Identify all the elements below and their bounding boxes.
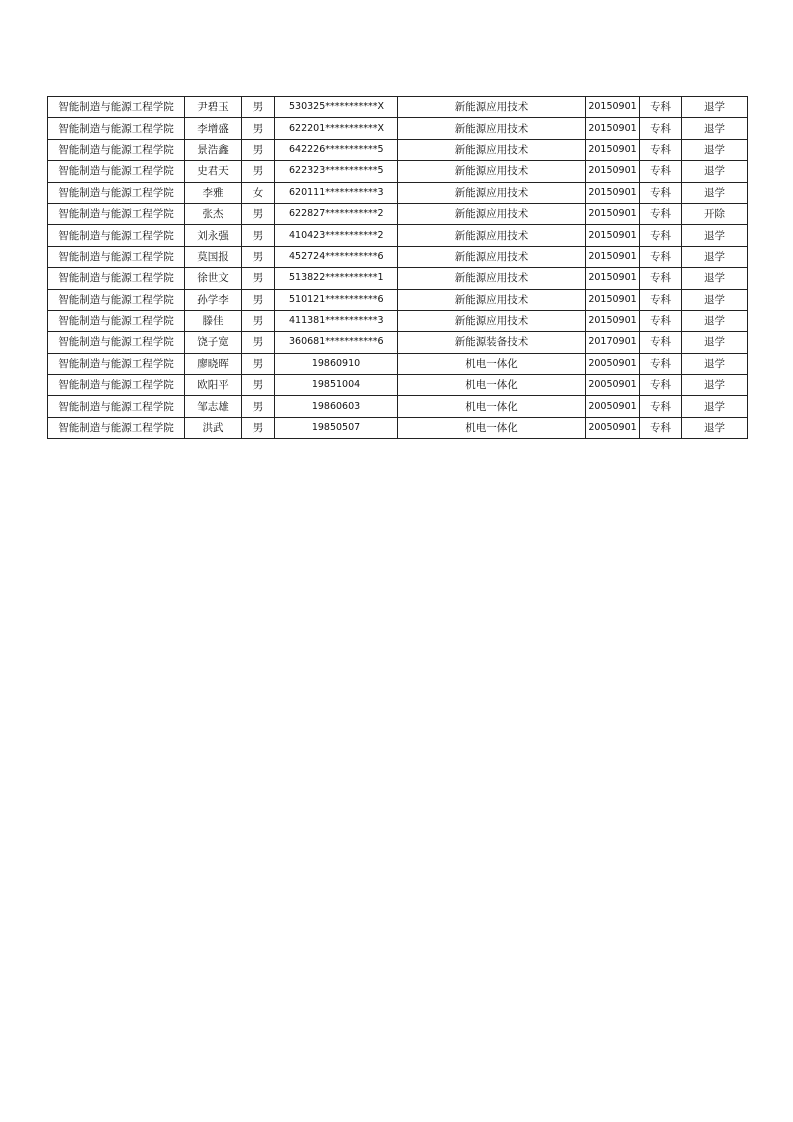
education-level-cell: 专科 [640, 182, 682, 203]
college-cell: 智能制造与能源工程学院 [48, 375, 185, 396]
college-cell: 智能制造与能源工程学院 [48, 332, 185, 353]
gender-cell: 男 [242, 353, 275, 374]
education-level-cell: 专科 [640, 118, 682, 139]
college-cell: 智能制造与能源工程学院 [48, 353, 185, 374]
id-number-cell: 620111***********3 [275, 182, 398, 203]
college-cell: 智能制造与能源工程学院 [48, 396, 185, 417]
id-number-cell: 642226***********5 [275, 139, 398, 160]
student-name-cell: 邹志雄 [185, 396, 242, 417]
status-cell: 退学 [682, 182, 748, 203]
gender-cell: 男 [242, 375, 275, 396]
enrollment-date-cell: 20150901 [586, 203, 640, 224]
education-level-cell: 专科 [640, 161, 682, 182]
enrollment-date-cell: 20150901 [586, 310, 640, 331]
education-level-cell: 专科 [640, 139, 682, 160]
major-cell: 新能源应用技术 [398, 139, 586, 160]
major-cell: 新能源装备技术 [398, 332, 586, 353]
table-row [48, 417, 748, 438]
enrollment-date-cell: 20150901 [586, 246, 640, 267]
id-number-cell: 622827***********2 [275, 203, 398, 224]
education-level-cell: 专科 [640, 332, 682, 353]
table-row [48, 332, 748, 353]
enrollment-date-cell: 20150901 [586, 225, 640, 246]
student-name-cell: 李雅 [185, 182, 242, 203]
gender-cell: 男 [242, 225, 275, 246]
education-level-cell: 专科 [640, 97, 682, 118]
enrollment-date-cell: 20150901 [586, 139, 640, 160]
status-cell: 退学 [682, 375, 748, 396]
education-level-cell: 专科 [640, 268, 682, 289]
education-level-cell: 专科 [640, 417, 682, 438]
table-row [48, 289, 748, 310]
major-cell: 新能源应用技术 [398, 289, 586, 310]
enrollment-date-cell: 20050901 [586, 375, 640, 396]
status-cell: 退学 [682, 310, 748, 331]
student-name-cell: 饶子宽 [185, 332, 242, 353]
enrollment-date-cell: 20050901 [586, 417, 640, 438]
education-level-cell: 专科 [640, 396, 682, 417]
enrollment-date-cell: 20050901 [586, 353, 640, 374]
student-name-cell: 孙学李 [185, 289, 242, 310]
enrollment-date-cell: 20150901 [586, 161, 640, 182]
status-cell: 退学 [682, 289, 748, 310]
major-cell: 机电一体化 [398, 375, 586, 396]
table-row [48, 375, 748, 396]
college-cell: 智能制造与能源工程学院 [48, 161, 185, 182]
gender-cell: 男 [242, 139, 275, 160]
id-number-cell: 530325***********X [275, 97, 398, 118]
table-row [48, 396, 748, 417]
major-cell: 新能源应用技术 [398, 246, 586, 267]
education-level-cell: 专科 [640, 375, 682, 396]
student-name-cell: 李增盛 [185, 118, 242, 139]
id-number-cell: 19860603 [275, 396, 398, 417]
table-row [48, 139, 748, 160]
college-cell: 智能制造与能源工程学院 [48, 203, 185, 224]
student-name-cell: 史君天 [185, 161, 242, 182]
major-cell: 新能源应用技术 [398, 203, 586, 224]
enrollment-date-cell: 20150901 [586, 289, 640, 310]
table-row [48, 161, 748, 182]
gender-cell: 男 [242, 310, 275, 331]
status-cell: 退学 [682, 353, 748, 374]
gender-cell: 男 [242, 268, 275, 289]
education-level-cell: 专科 [640, 203, 682, 224]
gender-cell: 男 [242, 396, 275, 417]
education-level-cell: 专科 [640, 225, 682, 246]
status-cell: 退学 [682, 332, 748, 353]
major-cell: 新能源应用技术 [398, 225, 586, 246]
gender-cell: 女 [242, 182, 275, 203]
student-name-cell: 张杰 [185, 203, 242, 224]
student-name-cell: 廖晓晖 [185, 353, 242, 374]
id-number-cell: 19851004 [275, 375, 398, 396]
enrollment-date-cell: 20150901 [586, 268, 640, 289]
status-cell: 退学 [682, 268, 748, 289]
gender-cell: 男 [242, 246, 275, 267]
student-name-cell: 徐世文 [185, 268, 242, 289]
gender-cell: 男 [242, 161, 275, 182]
gender-cell: 男 [242, 118, 275, 139]
student-name-cell: 尹碧玉 [185, 97, 242, 118]
status-cell: 退学 [682, 396, 748, 417]
table-row [48, 118, 748, 139]
enrollment-date-cell: 20150901 [586, 182, 640, 203]
status-cell: 退学 [682, 246, 748, 267]
gender-cell: 男 [242, 203, 275, 224]
table-row [48, 268, 748, 289]
status-cell: 退学 [682, 118, 748, 139]
major-cell: 新能源应用技术 [398, 97, 586, 118]
id-number-cell: 411381***********3 [275, 310, 398, 331]
student-name-cell: 滕佳 [185, 310, 242, 331]
college-cell: 智能制造与能源工程学院 [48, 118, 185, 139]
id-number-cell: 360681***********6 [275, 332, 398, 353]
college-cell: 智能制造与能源工程学院 [48, 139, 185, 160]
major-cell: 新能源应用技术 [398, 310, 586, 331]
gender-cell: 男 [242, 332, 275, 353]
table-row [48, 225, 748, 246]
id-number-cell: 19850507 [275, 417, 398, 438]
gender-cell: 男 [242, 97, 275, 118]
id-number-cell: 513822***********1 [275, 268, 398, 289]
major-cell: 新能源应用技术 [398, 161, 586, 182]
table-body [48, 97, 748, 439]
education-level-cell: 专科 [640, 353, 682, 374]
college-cell: 智能制造与能源工程学院 [48, 268, 185, 289]
student-status-table [47, 96, 748, 439]
education-level-cell: 专科 [640, 246, 682, 267]
college-cell: 智能制造与能源工程学院 [48, 246, 185, 267]
table-row [48, 310, 748, 331]
id-number-cell: 19860910 [275, 353, 398, 374]
college-cell: 智能制造与能源工程学院 [48, 289, 185, 310]
id-number-cell: 452724***********6 [275, 246, 398, 267]
enrollment-date-cell: 20050901 [586, 396, 640, 417]
education-level-cell: 专科 [640, 310, 682, 331]
student-name-cell: 莫国报 [185, 246, 242, 267]
status-cell: 退学 [682, 97, 748, 118]
student-name-cell: 景浩鑫 [185, 139, 242, 160]
college-cell: 智能制造与能源工程学院 [48, 310, 185, 331]
status-cell: 退学 [682, 139, 748, 160]
status-cell: 开除 [682, 203, 748, 224]
major-cell: 机电一体化 [398, 353, 586, 374]
major-cell: 新能源应用技术 [398, 268, 586, 289]
status-cell: 退学 [682, 161, 748, 182]
table-row [48, 246, 748, 267]
status-cell: 退学 [682, 417, 748, 438]
student-name-cell: 欧阳平 [185, 375, 242, 396]
status-cell: 退学 [682, 225, 748, 246]
major-cell: 新能源应用技术 [398, 182, 586, 203]
gender-cell: 男 [242, 417, 275, 438]
id-number-cell: 410423***********2 [275, 225, 398, 246]
education-level-cell: 专科 [640, 289, 682, 310]
id-number-cell: 622201***********X [275, 118, 398, 139]
college-cell: 智能制造与能源工程学院 [48, 182, 185, 203]
enrollment-date-cell: 20150901 [586, 97, 640, 118]
college-cell: 智能制造与能源工程学院 [48, 97, 185, 118]
major-cell: 机电一体化 [398, 396, 586, 417]
college-cell: 智能制造与能源工程学院 [48, 417, 185, 438]
id-number-cell: 622323***********5 [275, 161, 398, 182]
major-cell: 新能源应用技术 [398, 118, 586, 139]
table-row [48, 203, 748, 224]
gender-cell: 男 [242, 289, 275, 310]
table-row [48, 353, 748, 374]
college-cell: 智能制造与能源工程学院 [48, 225, 185, 246]
major-cell: 机电一体化 [398, 417, 586, 438]
student-name-cell: 洪武 [185, 417, 242, 438]
enrollment-date-cell: 20150901 [586, 118, 640, 139]
enrollment-date-cell: 20170901 [586, 332, 640, 353]
student-name-cell: 刘永强 [185, 225, 242, 246]
table-row [48, 97, 748, 118]
id-number-cell: 510121***********6 [275, 289, 398, 310]
table-row [48, 182, 748, 203]
